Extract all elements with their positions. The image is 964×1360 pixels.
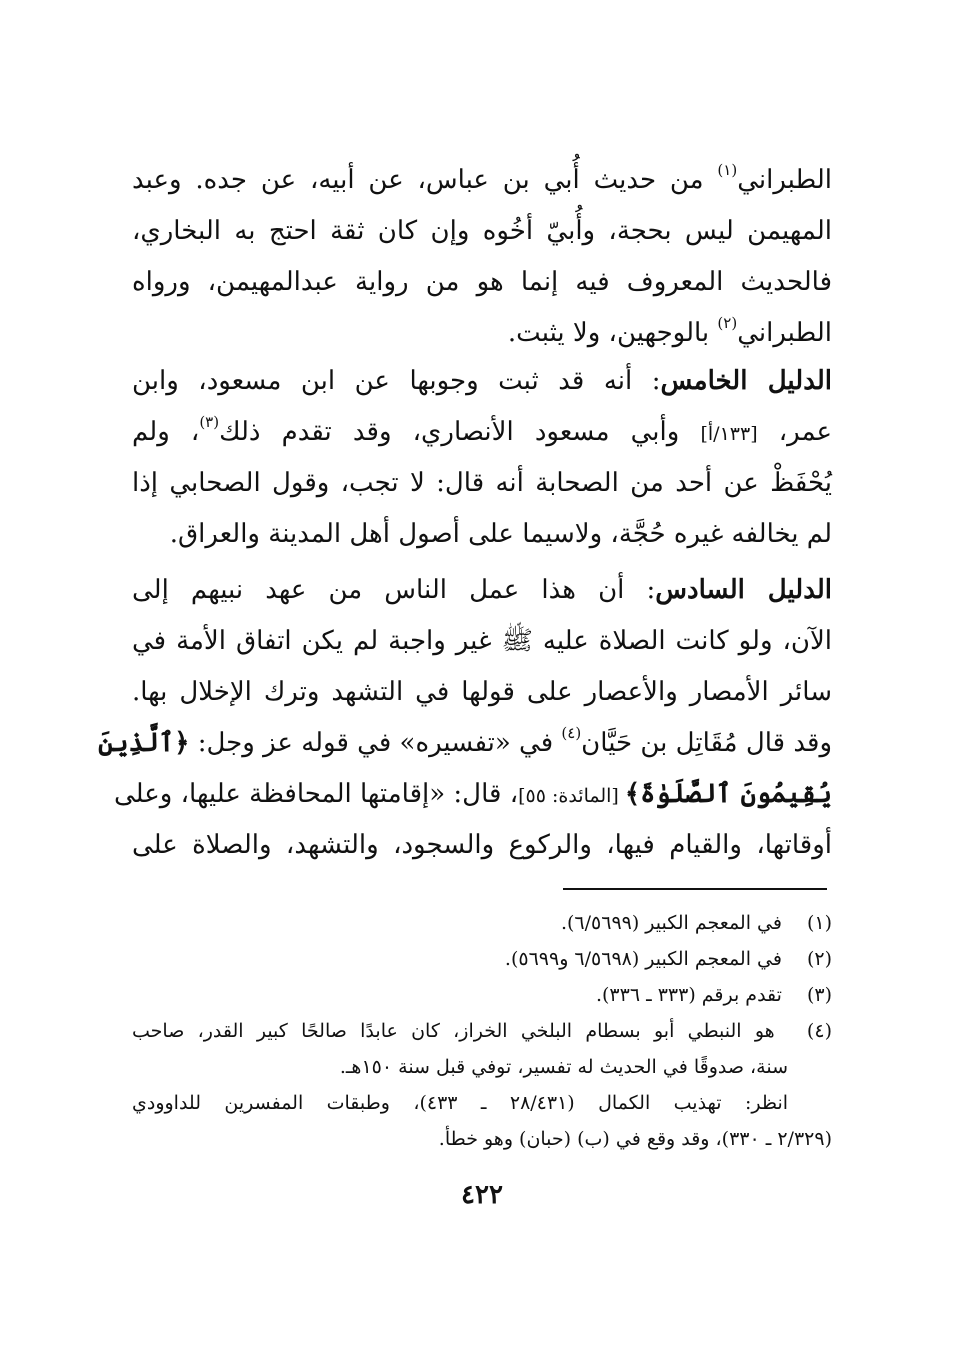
text-line: يُقِيمُونَ ٱلصَّلَوٰةَ﴾ [المائدة: ٥٥]، قال: «إقامتها المحافظة عليها، وعلى: [114, 779, 832, 809]
text-line: وقد قال مُقَاتِل بن حَيَّان$^{(٤)}$ في «تفسيره» في قوله عز وجل: ﴿ٱلَّذِينَ: [98, 724, 832, 758]
paragraph-1: [132, 155, 832, 359]
footnote-1: (١) في المعجم الكبير (٦/٥٦٩٩).: [132, 905, 832, 941]
text-line: عمر، [١٣٣/أ] وأبي مسعود الأنصاري، وقد تقدم ذلك$^{(٣)}$، ولم: [132, 413, 833, 447]
section-heading: الدليل السادس: [655, 575, 833, 605]
quran-reference: [المائدة: ٥٥]: [518, 785, 625, 807]
manuscript-folio-ref: [١٣٣/أ]: [700, 423, 758, 445]
text-line: الآن، ولو كانت الصلاة عليه ﷺ غير واجبة لم يكن اتفاق الأمة في: [132, 626, 832, 656]
text-line: الطبراني$^{(١)}$ من حديث أُبي بن عباس، عن أبيه، عن جده. وعبد: [132, 161, 832, 195]
footnote-number: (٤): [806, 1020, 832, 1042]
text-line: الدليل الخامس: أنه قد ثبت وجوبها عن ابن مسعود، وابن: [132, 366, 832, 396]
footnote-marker-4: (٤): [561, 724, 582, 742]
footnote-number: (٣): [806, 984, 832, 1006]
footnote-number: (١): [806, 912, 832, 934]
footnote-4-line: انظر: تهذيب الكمال (٢٨/٤٣١ ـ ٤٣٣)، وطبقات المفسرين للداوودي: [132, 1092, 789, 1114]
footnote-marker-2: (٢): [717, 314, 738, 332]
quran-quote: يُقِيمُونَ ٱلصَّلَوٰةَ﴾: [624, 779, 832, 809]
text-line: الطبراني$^{(٢)}$ بالوجهين، ولا يثبت.: [507, 314, 832, 348]
footnotes: [132, 905, 832, 1157]
footnote-marker-1: (١): [717, 161, 738, 179]
footnote-number: (٢): [806, 948, 832, 970]
footnote-4-line: (٢/٣٢٩ ـ ٣٣٠)، وقد وقع في (ب) (حبان) وهو خطأ.: [438, 1128, 832, 1150]
text-line: الدليل السادس: أن هذا عمل الناس من عهد نبيهم إلى: [132, 575, 833, 605]
text-line: يُحْفَظْ عن أحد من الصحابة أنه قال: لا تجب، وقول الصحابي إذا: [132, 468, 832, 498]
text-line: فالحديث المعروف فيه إنما هو من رواية عبدالمهيمن، ورواه: [132, 267, 832, 297]
footnote-marker-3: (٣): [199, 413, 220, 431]
page-number: ٤٢٢: [461, 1180, 503, 1210]
footnote-4: (٤) هو النبطي أبو بسطام البلخي الخراز، كان عابدًا صالحًا كبير القدر، صاحب: [132, 1013, 832, 1049]
section-heading: الدليل الخامس: [660, 366, 832, 396]
text-line: سائر الأمصار والأعصار على قولها في التشهد وترك الإخلال بها.: [132, 677, 832, 707]
text-line: أوقاتها، والقيام فيها، والركوع والسجود، والتشهد، والصلاة على: [132, 830, 832, 860]
paragraph-2: [132, 356, 832, 560]
text-line: المهيمن ليس بحجة، وأُبيّ أخُوه وإن كان ثقة احتج به البخاري،: [132, 216, 832, 246]
footnote-2: (٢) في المعجم الكبير (٦/٥٦٩٨ و٥٦٩٩).: [132, 941, 832, 977]
quran-quote: ﴿ٱلَّذِينَ: [98, 728, 190, 758]
paragraph-3: [98, 565, 833, 871]
text-line: لم يخالفه غيره حُجَّة، ولاسيما على أصول أهل المدينة والعراق.: [169, 519, 832, 549]
footnote-4-line: سنة، صدوقًا في الحديث له تفسير، توفي قبل سنة ١٥٠هـ.: [339, 1056, 788, 1078]
footnote-3: (٣) تقدم برقم (٣٣٣ ـ ٣٣٦).: [132, 977, 832, 1013]
footnote-divider: [563, 888, 827, 890]
